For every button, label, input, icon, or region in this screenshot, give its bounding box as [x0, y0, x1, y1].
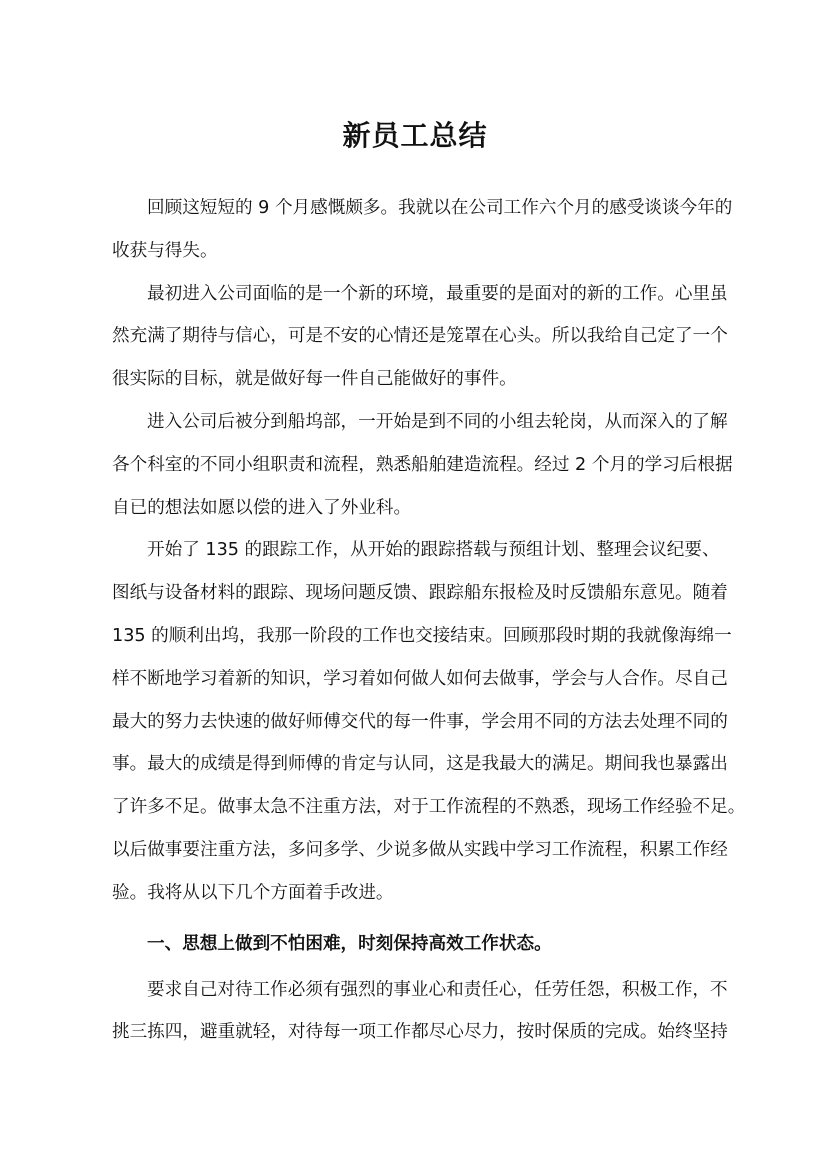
text-line: 事。最大的成绩是得到师傅的肯定与认同，这是我最大的满足。期间我也暴露出 — [112, 754, 728, 775]
text-line: 以后做事要注重方法，多问多学、少说多做从实践中学习工作流程，积累工作经 — [112, 839, 728, 860]
text-line: 很实际的目标，就是做好每一件自己能做好的事件。 — [112, 369, 517, 390]
text-line: 回顾这短短的 9 个月感慨颇多。我就以在公司工作六个月的感受谈谈今年的 — [147, 198, 733, 218]
text-line: 进入公司后被分到船坞部，一开始是到不同的小组去轮岗，从而深入的了解 — [147, 411, 728, 432]
text-line: 开始了 135 的跟踪工作，从开始的跟踪搭载与预组计划、整理会议纪要、 — [147, 540, 720, 561]
section-heading: 一、思想上做到不怕困难，时刻保持高效工作状态。 — [147, 933, 552, 954]
text-line: 最大的努力去快速的做好师傅交代的每一件事，学会用不同的方法去处理不同的 — [112, 711, 728, 732]
document-title: 新员工总结 — [342, 119, 488, 152]
document-body — [112, 187, 746, 1054]
text-line: 各个科室的不同小组职责和流程，熟悉船舶建造流程。经过 2 个月的学习后根据 — [112, 454, 733, 475]
text-line: 最初进入公司面临的是一个新的环境，最重要的是面对的新的工作。心里虽 — [147, 283, 728, 304]
text-line: 图纸与设备材料的跟踪、现场问题反馈、跟踪船东报检及时反馈船东意见。随着 — [112, 583, 728, 604]
text-line: 验。我将从以下几个方面着手改进。 — [112, 882, 394, 903]
text-line: 样不断地学习着新的知识，学习着如何做人如何去做事，学会与人合作。尽自己 — [112, 668, 728, 689]
text-line: 挑三拣四，避重就轻，对待每一项工作都尽心尽力，按时保质的完成。始终坚持 — [112, 1022, 728, 1043]
text-line: 收获与得失。 — [112, 240, 218, 261]
text-line: 自已的想法如愿以偿的进入了外业科。 — [112, 497, 412, 518]
text-line: 了许多不足。做事太急不注重方法，对于工作流程的不熟悉，现场工作经验不足。 — [112, 797, 746, 818]
text-line: 然充满了期待与信心，可是不安的心情还是笼罩在心头。所以我给自己定了一个 — [112, 326, 728, 347]
text-line: 要求自己对待工作必须有强烈的事业心和责任心，任劳任怨，积极工作，不 — [147, 979, 728, 1000]
text-line: 135 的顺利出坞，我那一阶段的工作也交接结束。回顾那段时期的我就像海绵一 — [112, 625, 732, 646]
